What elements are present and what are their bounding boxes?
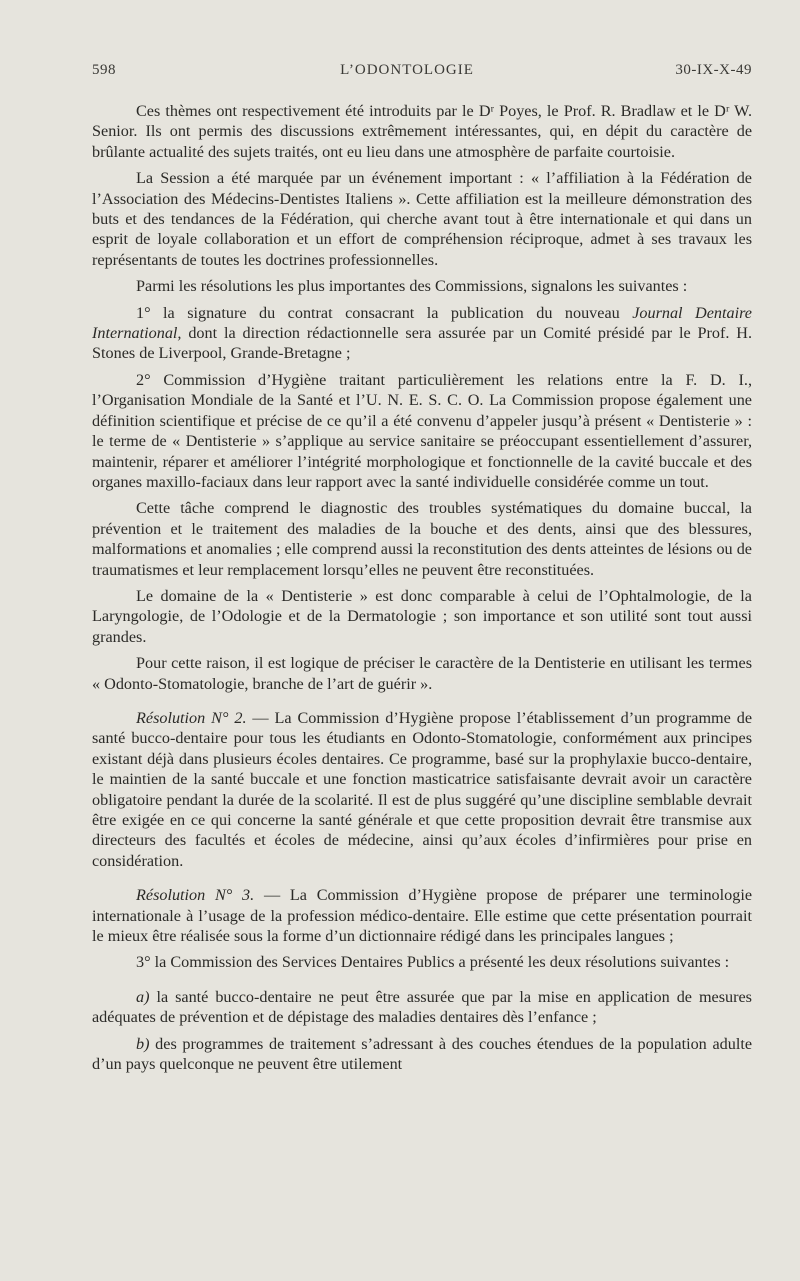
paragraph-rest: — La Commission d’Hygiène propose l’établissement d’un programme de santé bucco-dentaire pour tous les étudiants en Odonto-Stomatologie, conformément aux principes existant déjà dans plusieurs écoles dentaires. Ce programme, basé sur la prophylaxie bucco-dentaire, le maintien de la santé buccale et une fonction masticatrice satisfaisante devrait avoir un caractère obligatoire pendant la durée de la scolarité. Il est de plus suggéré qu’une discipline semblable devrait être exigée en ce qui concerne la santé générale et que cette proposition devrait être transmise aux directeurs des facultés et écoles de médecine, ainsi qu’aux écoles d’infirmières pour prise en considération.: [92, 708, 753, 870]
paragraph: Pour cette raison, il est logique de préciser le caractère de la Dentisterie en utilisant les termes « Odonto-Stomatologie, branche de l’art de guérir ».: [92, 654, 752, 693]
paragraph-lead: 1° la signature du contrat consacrant la publication du nouveau: [136, 303, 633, 322]
paragraph: [92, 303, 752, 364]
journal-title: L’ODONTOLOGIE: [340, 62, 474, 78]
article-body: [92, 101, 752, 1074]
journal-name-italic: Journal Dentaire International,: [92, 303, 752, 343]
paragraph: Parmi les résolutions les plus importantes des Commissions, signalons les suivantes :: [136, 277, 688, 296]
resolution-label: Résolution N° 3.: [136, 886, 255, 905]
paragraph: Cette tâche comprend le diagnostic des troubles systématiques du domaine buccal, la prévention et le traitement des maladies de la bouche et des dents, ainsi que des blessures, malformations et anomalies ; elle comprend aussi la reconstitution des dents atteintes de lésions ou de traumatismes et leur remplacement lorsqu’elles ne peuvent être reconstituées.: [92, 499, 752, 579]
running-header: [92, 62, 752, 79]
paragraph: 2° Commission d’Hygiène traitant particulièrement les relations entre la F. D. I., l’Organisation Mondiale de la Santé et l’U. N. E. S. C. O. La Commission propose également une définition scientifique et précise de ce qu’il a été convenu d’appeler jusqu’à présent « Dentisterie » : le terme de « Dentisterie » s’applique au service sanitaire se préoccupant essentiellement d’assurer, maintenir, réparer et améliorer l’intégrité morphologique et fonctionnelle de la cavité buccale et des organes maxillo-faciaux dans leur rapport avec la santé individuelle considérée comme un tout.: [92, 370, 752, 491]
paragraph-rest: dont la direction rédactionnelle sera assurée par un Comité présidé par le Prof. H. Stones de Liverpool, Grande-Bretagne ;: [92, 324, 752, 363]
resolution-label: Résolution N° 2.: [136, 708, 247, 727]
paragraph-rest: — La Commission d’Hygiène propose de préparer une terminologie internationale à l’usage de la profession médico-dentaire. Elle estime que cette présentation pourrait le mieux être réalisée sous la forme d’un dictionnaire rédigé dans les principales langues ;: [92, 886, 753, 946]
paragraph: Ces thèmes ont respectivement été introduits par le Dʳ Poyes, le Prof. R. Bradlaw et le Dʳ W. Senior. Ils ont permis des discussions extrêmement intéressantes, qui, en dépit du caractère de brûlante actualité des sujets traités, ont eu lieu dans une atmosphère de parfaite courtoisie.: [92, 102, 752, 161]
paragraph-rest: la santé bucco-dentaire ne peut être assurée que par la mise en application de mesures adéquates de prévention et de dépistage des maladies dentaires dès l’enfance ;: [92, 987, 752, 1027]
paragraph: [92, 1034, 752, 1075]
paragraph: [92, 987, 752, 1028]
paragraph: La Session a été marquée par un événement important : « l’affiliation à la Fédération de l’Association des Médecins-Dentistes Italiens ». Cette affiliation est la meilleure démonstration des buts et des tendances de la Fédération, qui cherche avant tout à être internationale et qui dans un esprit de loyale collaboration et un effort de compréhension réciproque, admet à ses travaux les représentants de toutes les doctrines professionnelles.: [92, 169, 752, 269]
paragraph: 3° la Commission des Services Dentaires Publics a présenté les deux résolutions suivantes :: [136, 953, 730, 972]
page-number: 598: [92, 62, 116, 78]
item-label: a): [136, 987, 150, 1006]
item-label: b): [136, 1034, 150, 1053]
paragraph: Le domaine de la « Dentisterie » est donc comparable à celui de l’Ophtalmologie, de la Laryngologie, de l’Odologie et de la Dermatologie ; son importance et son utilité sont tout aussi grandes.: [92, 586, 752, 646]
paragraph: [92, 885, 752, 946]
paragraph: [92, 708, 752, 871]
paragraph-rest: des programmes de traitement s’adressant à des couches étendues de la population adulte d’un pays quelconque ne peuvent être utilement: [92, 1034, 752, 1074]
issue-date: 30-IX-X-49: [675, 62, 752, 78]
